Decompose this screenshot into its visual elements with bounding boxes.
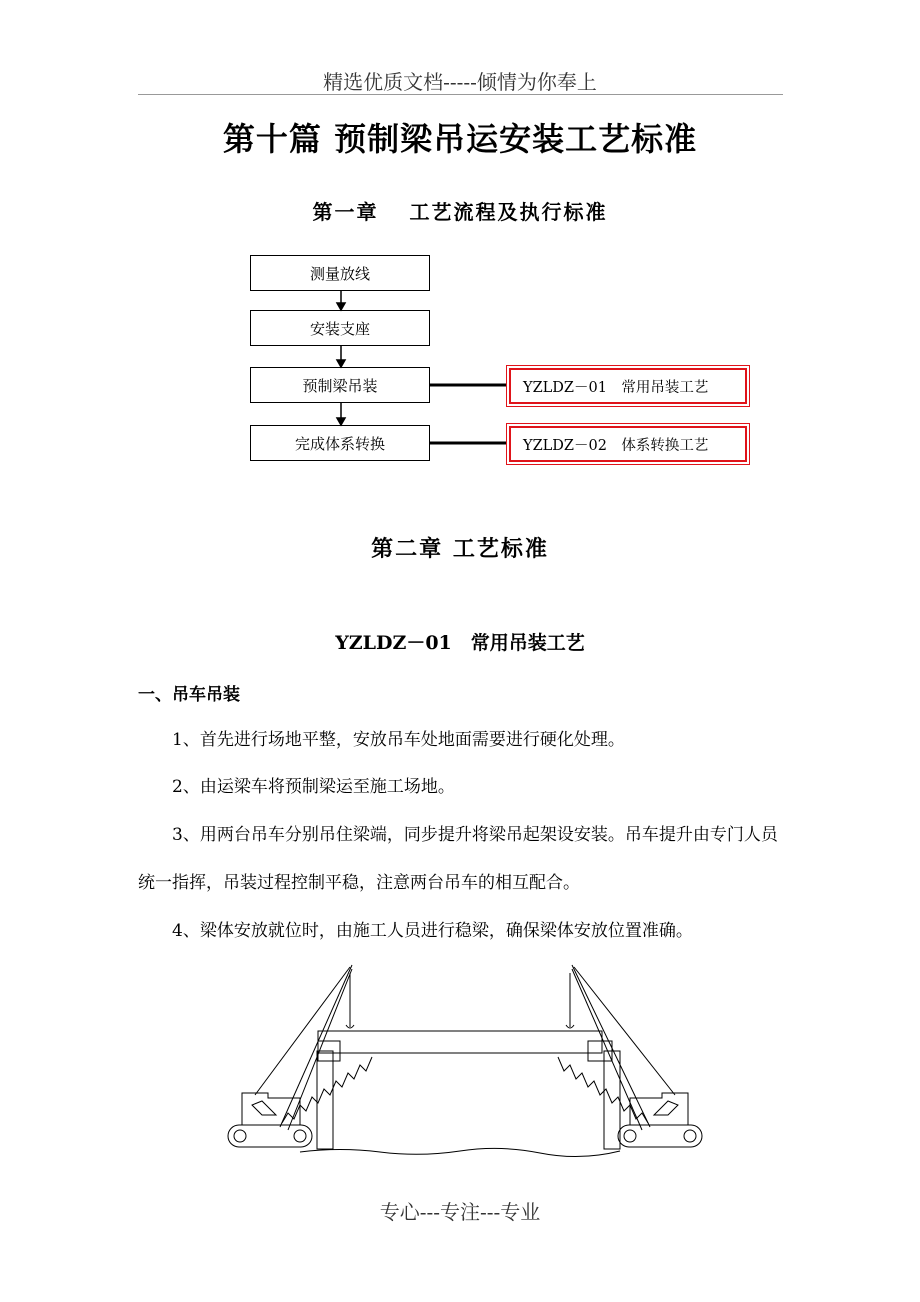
right-crane — [558, 965, 702, 1147]
arrow-1-head — [337, 303, 345, 310]
flow-connectors — [0, 0, 920, 520]
paragraph-4: 4、梁体安放就位时，由施工人员进行稳梁，确保梁体安放位置准确。 — [172, 921, 693, 941]
paragraph-1: 1、首先进行场地平整，安放吊车处地面需要进行硬化处理。 — [172, 730, 625, 750]
arrow-2-head — [337, 360, 345, 367]
standard-ref-hoisting: YZLDZ－01 常用吊装工艺 — [509, 368, 747, 404]
flow-step-survey: 测量放线 — [250, 255, 430, 291]
page-footer: 专心---专注---专业 — [379, 1200, 541, 1224]
chapter-1-heading: 第一章 工艺流程及执行标准 — [312, 200, 608, 224]
arrow-3-head — [337, 418, 345, 425]
standard-ref-conversion: YZLDZ－02 体系转换工艺 — [509, 426, 747, 462]
paragraph-3: 3、用两台吊车分别吊住梁端，同步提升将梁吊起架设安装。吊车提升由专门人员统一指挥，吊装过程控制平稳，注意两台吊车的相互配合。 — [138, 825, 778, 893]
subsection-title: YZLDZ－01 常用吊装工艺 — [335, 632, 585, 654]
section-heading: 一、吊车吊装 — [138, 685, 240, 705]
page-header: 精选优质文档-----倾情为你奉上 — [323, 70, 597, 94]
flow-step-conversion: 完成体系转换 — [250, 425, 430, 461]
right-pier — [604, 1051, 620, 1149]
flow-step-bearing: 安装支座 — [250, 310, 430, 346]
precast-beam — [318, 1031, 602, 1053]
ground-line — [300, 1148, 620, 1156]
flow-step-hoisting: 预制梁吊装 — [250, 367, 430, 403]
document-title: 第十篇 预制梁吊运安装工艺标准 — [222, 120, 698, 158]
chapter-2-heading: 第二章 工艺标准 — [371, 536, 549, 562]
paragraph-2: 2、由运梁车将预制梁运至施工场地。 — [172, 777, 455, 797]
crane-hoisting-illustration — [0, 955, 920, 1170]
process-flowchart — [0, 0, 920, 520]
